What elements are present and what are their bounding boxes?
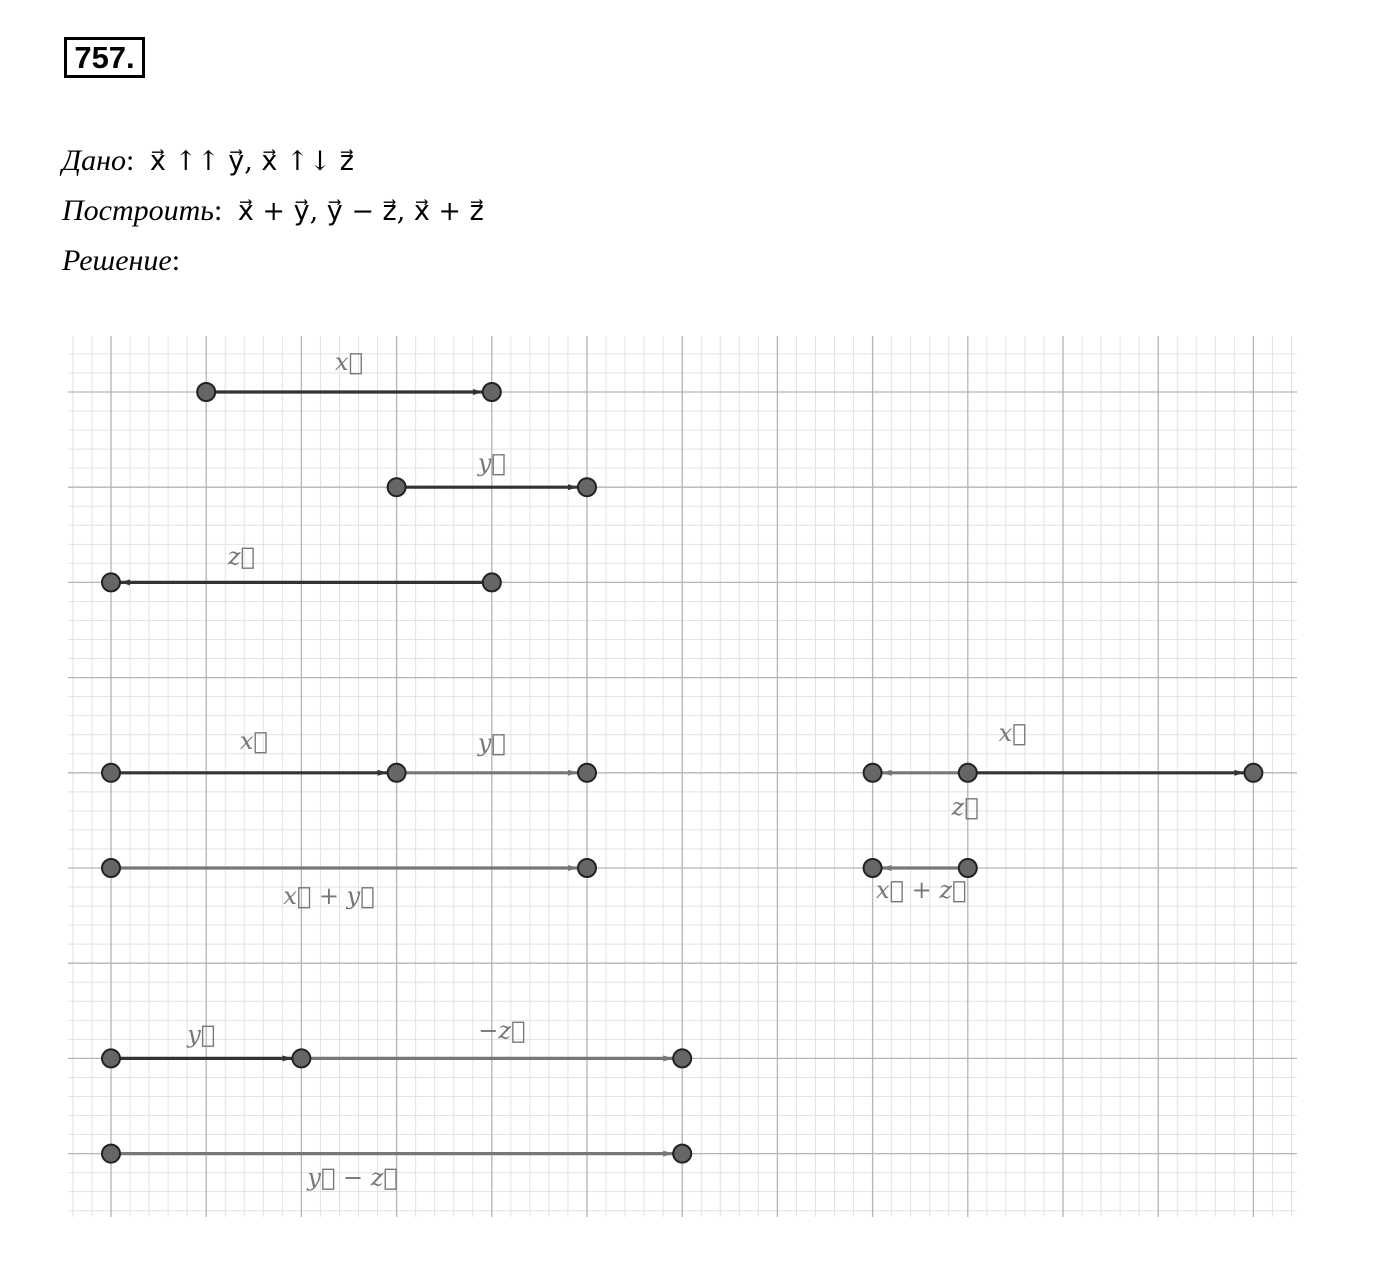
vector-label-r-z: z⃗ [951,792,979,821]
point [673,1145,691,1163]
point [388,478,406,496]
point [102,573,120,591]
given-formula: x⃗ ↑↑ y⃗, x⃗ ↑↓ z⃗ [149,146,354,177]
point [292,1049,310,1067]
vector-label-r-x: x⃗ [998,718,1027,747]
point [864,764,882,782]
vector-label-x-plus-y: x⃗ + y⃗ [283,882,375,910]
vector-label-sum-y: y⃗ [477,728,506,757]
vector-label-sum-x: x⃗ [239,726,268,755]
point [102,859,120,877]
point [673,1049,691,1067]
point [197,383,215,401]
construct-lead: Построить [62,194,214,227]
solution-line: Решение: [62,244,181,277]
vector-label-z: z⃗ [227,542,255,571]
point [102,764,120,782]
point [578,764,596,782]
point [959,764,977,782]
vector-label-x: x⃗ [335,348,363,376]
given-lead: Дано [62,144,126,177]
given-line: Дано: x⃗ ↑↑ y⃗, x⃗ ↑↓ z⃗ [62,144,354,177]
vector-label-x-plus-z: x⃗ + z⃗ [876,876,967,904]
point [102,1049,120,1067]
point [578,859,596,877]
point [578,478,596,496]
vector-label-diff-y: y⃗ [187,1020,216,1049]
vector-label-y-minus-z: y⃗ − z⃗ [307,1163,398,1192]
construct-line: Построить: x⃗ + y⃗, y⃗ − z⃗, x⃗ + z⃗ [62,194,484,227]
construct-formula: x⃗ + y⃗, y⃗ − z⃗, x⃗ + z⃗ [237,196,484,227]
vector-label-minus-z: −z⃗ [478,1016,526,1045]
point [864,859,882,877]
solution-lead: Решение [62,244,172,277]
point [388,764,406,782]
point [483,573,501,591]
point [959,859,977,877]
point [1244,764,1262,782]
problem-number: 757. [64,37,145,78]
point [102,1145,120,1163]
point [483,383,501,401]
grid [68,336,1297,1217]
vector-label-y: y⃗ [477,449,506,478]
